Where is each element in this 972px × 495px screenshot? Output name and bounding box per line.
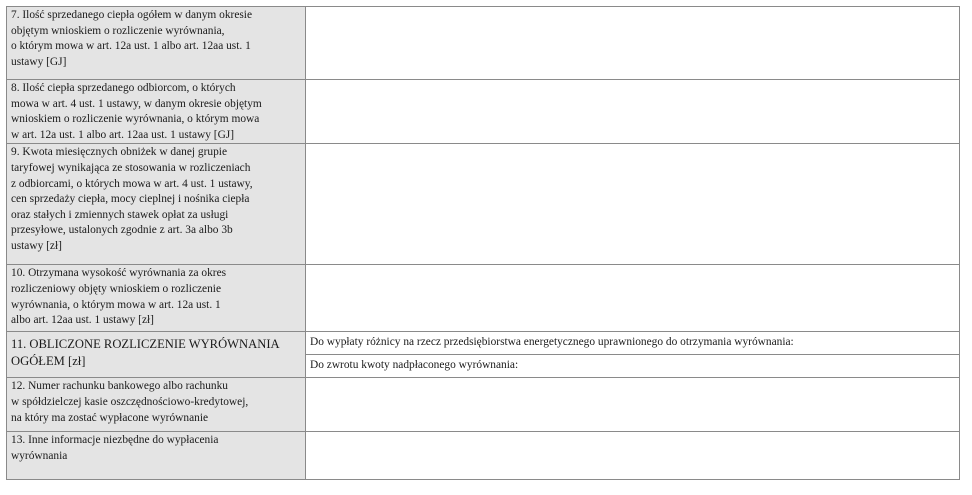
row-9-label-cell xyxy=(7,144,306,265)
settlement-form-table xyxy=(6,6,960,480)
row-10-label-cell xyxy=(7,265,306,332)
row-11-label: 11. OBLICZONE ROZLICZENIE WYRÓWNANIA OGÓŁEM [zł] xyxy=(11,337,280,369)
row-7-label: 7. Ilość sprzedanego ciepła ogółem w danym okresie objętym wnioskiem o rozliczenie wyrównania, o którym mowa w art. 12a ust. 1 albo art. 12aa ust. 1 ustawy [GJ] xyxy=(11,9,253,68)
form-row-8 xyxy=(7,80,960,144)
row-9-value-field[interactable] xyxy=(306,144,960,265)
form-row-12 xyxy=(7,378,960,432)
form-row-9 xyxy=(7,144,960,265)
form-row-7 xyxy=(7,7,960,80)
row-11-refund-field[interactable] xyxy=(306,355,960,378)
row-11-payout-field[interactable] xyxy=(306,332,960,355)
row-8-value-field[interactable] xyxy=(306,80,960,144)
form-row-10 xyxy=(7,265,960,332)
row-13-label: 13. Inne informacje niezbędne do wypłacenia wyrównania xyxy=(11,434,219,462)
form-row-13 xyxy=(7,432,960,480)
row-11-refund-text: Do zwrotu kwoty nadpłaconego wyrównania: xyxy=(310,359,519,372)
row-8-label: 8. Ilość ciepła sprzedanego odbiorcom, o których mowa w art. 4 ust. 1 ustawy, w danym okresie objętym wnioskiem o rozliczenie wyrównania, o którym mowa w art. 12a ust. 1 albo art. 12aa ust. 1 ustawy [GJ] xyxy=(11,82,262,141)
row-9-label: 9. Kwota miesięcznych obniżek w danej grupie taryfowej wynikająca ze stosowania w rozliczeniach z odbiorcami, o których mowa w art. 4 ust. 1 ustawy, cen sprzedaży ciepła, mocy cieplnej i nośnika ciepła oraz stałych i zmiennych stawek opłat za usługi przesyłowe, ustalonych zgodnie z art. 3a albo 3b ustawy [zł] xyxy=(11,146,253,252)
row-10-label: 10. Otrzymana wysokość wyrównania za okres rozliczeniowy objęty wnioskiem o rozliczenie wyrównania, o którym mowa w art. 12a ust. 1 albo art. 12aa ust. 1 ustawy [zł] xyxy=(11,267,227,327)
row-7-value-field[interactable] xyxy=(306,7,960,80)
row-8-label-cell xyxy=(7,80,306,144)
row-12-label-cell xyxy=(7,378,306,432)
row-12-label: 12. Numer rachunku bankowego albo rachunku w spółdzielczej kasie oszczędnościowo-kredytowej, na który ma zostać wypłacone wyrównanie xyxy=(11,380,249,424)
row-11-payout-text: Do wypłaty różnicy na rzecz przedsiębiorstwa energetycznego uprawnionego do otrzymania wyrównania: xyxy=(310,336,794,349)
row-10-value-field[interactable] xyxy=(306,265,960,332)
form-row-11-payout xyxy=(7,332,960,355)
row-13-value-field[interactable] xyxy=(306,432,960,480)
row-13-label-cell xyxy=(7,432,306,480)
row-7-label-cell xyxy=(7,7,306,80)
row-12-value-field[interactable] xyxy=(306,378,960,432)
row-11-label-cell xyxy=(7,332,306,378)
